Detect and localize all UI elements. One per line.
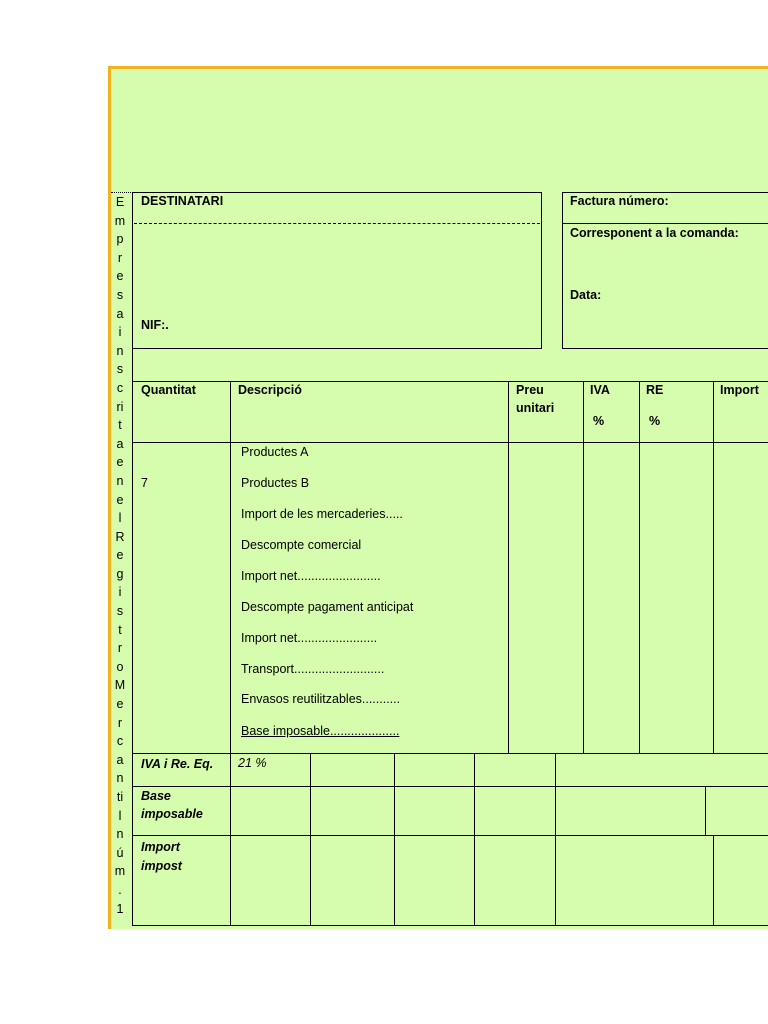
header-re-pct: % [649,414,661,428]
recipient-dashed-divider [134,223,540,224]
vertical-note-glyph: R [115,529,125,544]
line-item: Transport.......................... [241,662,385,676]
vertical-note-glyph: l [118,808,122,823]
vertical-note-glyph: ú [116,845,124,860]
vat-re-label: IVA i Re. Eq. [141,757,214,771]
header-unit-price-1: Preu [516,383,544,397]
base-label-1: Base [141,789,171,803]
vertical-note-glyph: a [116,306,124,321]
header-vat: IVA [590,383,610,397]
vertical-note-glyph: e [116,269,124,284]
vertical-note-glyph: i [118,325,122,340]
line-item-base: Base imposable.................... [241,724,400,738]
vertical-note-glyph: r [117,250,123,265]
vertical-note-glyph: n [116,771,124,786]
line-item: Import de les mercaderies..... [241,507,403,521]
tax-label-2: impost [141,859,182,873]
col-line-amount [713,381,714,753]
vertical-note-glyph: s [116,362,124,377]
vertical-note-glyph: p [116,232,124,247]
summary-col-line-6 [713,835,714,925]
summary-row1-bottom [132,786,768,787]
vertical-note-glyph: r [117,641,123,656]
col-line-re [639,381,640,753]
line-item: Descompte comercial [241,538,362,552]
line-item: Import net....................... [241,631,378,645]
vertical-note-glyph: e [116,548,124,563]
vertical-note-glyph: l [118,511,122,526]
base-label-2: imposable [141,807,203,821]
table-left-border [132,348,133,926]
vertical-note-glyph: e [116,492,124,507]
table-top-border [132,381,768,382]
line-item: Envasos reutilitzables........... [241,692,401,706]
vertical-note-glyph: E [115,195,125,209]
header-bottom-border [132,442,768,443]
header-description: Descripció [238,383,302,397]
date-label: Data: [570,288,602,302]
guide-line [111,192,133,193]
vertical-note-glyph: 1 [116,901,124,916]
invoice-info-box [562,192,768,349]
order-label: Corresponent a la comanda: [570,226,739,240]
col-line-description [230,381,231,926]
vertical-note-glyph: g [116,566,124,581]
vertical-note-glyph: e [116,455,124,470]
vertical-note-glyph: ti [116,790,124,804]
vertical-note-glyph: n [116,343,124,358]
vertical-note-glyph: c [116,380,124,395]
vertical-note-glyph: . [118,882,122,897]
tax-label-1: Import [141,840,180,854]
invoice-info-divider [562,223,768,224]
col-line-vat [583,381,584,753]
header-re: RE [646,383,664,397]
vertical-note-glyph: i [118,585,122,600]
invoice-number-label: Factura número: [570,194,669,208]
header-unit-price-2: unitari [516,401,555,415]
nif-label: NIF:. [141,318,169,332]
line-item: Descompte pagament anticipat [241,600,414,614]
vertical-note-glyph: m [114,864,126,879]
vertical-note-glyph: c [116,734,124,749]
vertical-note-glyph: ri [116,399,124,414]
line-item: Productes A [241,445,309,459]
vertical-note-glyph: a [116,752,124,767]
vertical-note-glyph: e [116,697,124,712]
header-quantity: Quantitat [141,383,196,397]
vertical-note-glyph: n [116,473,124,488]
vertical-note-glyph: m [114,213,126,228]
vertical-note-glyph: s [116,604,124,619]
summary-col-line-2 [394,753,395,925]
table-bottom-border [132,925,768,926]
vertical-note-glyph: s [116,287,124,302]
vertical-note-glyph: o [116,659,124,674]
line-item: Import net........................ [241,569,381,583]
summary-col-line-5 [705,786,706,835]
header-amount: Import [720,383,759,397]
summary-col-line-1 [310,753,311,925]
recipient-title: DESTINATARI [141,194,224,208]
vertical-note-glyph: r [117,715,123,730]
vertical-note-glyph: a [116,436,124,451]
vertical-note-glyph: t [118,418,122,433]
recipient-box [132,192,542,349]
vertical-note-glyph: t [118,622,122,637]
summary-row2-bottom [132,835,768,836]
summary-col-line-3 [474,753,475,925]
vat-rate-value: 21 % [238,756,267,770]
summary-col-line-4 [555,753,556,925]
header-vat-pct: % [593,414,605,428]
items-bottom-border [132,753,768,754]
col-line-price [508,381,509,753]
line-item: Productes B [241,476,310,490]
quantity-value: 7 [141,476,148,490]
vertical-note-glyph: n [116,827,124,842]
vertical-registry-note [111,193,129,918]
vertical-note-glyph: M [114,678,126,693]
